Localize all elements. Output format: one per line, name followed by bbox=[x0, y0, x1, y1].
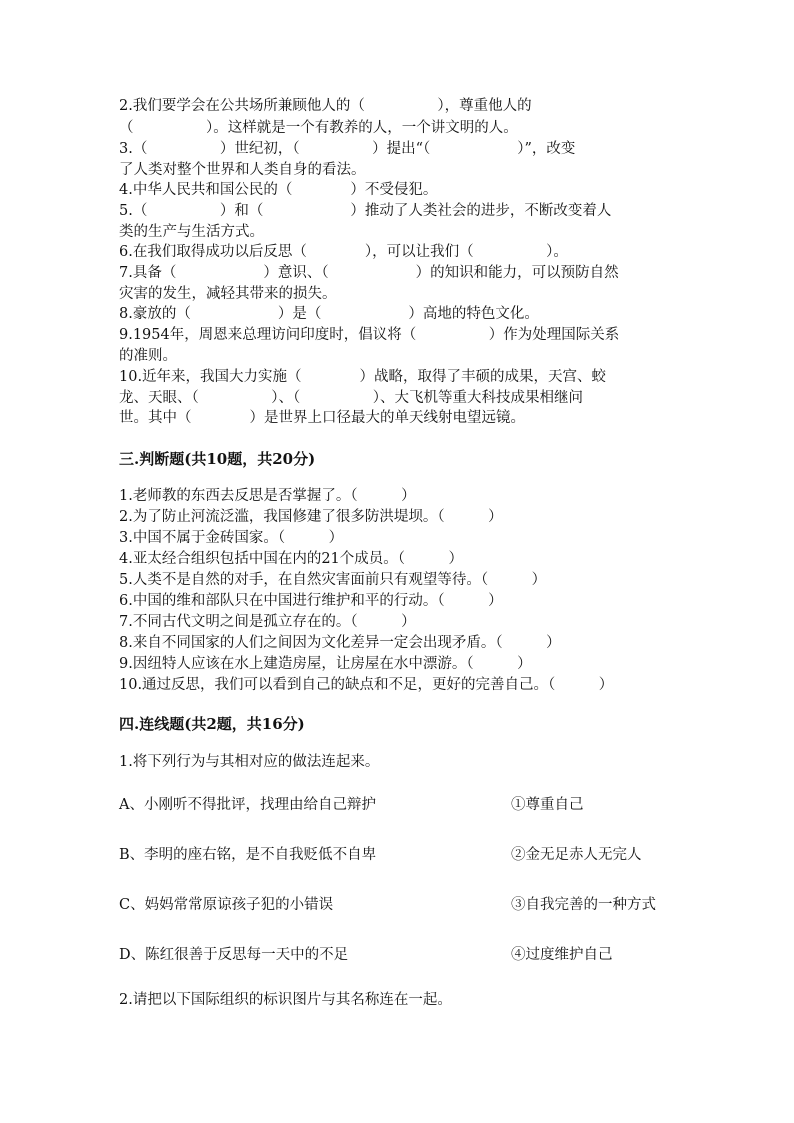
section-heading-judgement: 三.判断题(共10题，共20分) bbox=[119, 450, 316, 468]
match-right-item: ①尊重自己 bbox=[511, 797, 584, 813]
match-right-item: ②金无足赤人无完人 bbox=[511, 847, 642, 863]
judgement-item: 5.人类不是自然的对手，在自然灾害面前只有观望等待。（ ） bbox=[119, 572, 547, 588]
judgement-item: 3.中国不属于金砖国家。（ ） bbox=[119, 530, 344, 546]
fill-line: 4.中华人民共和国公民的（ ）不受侵犯。 bbox=[119, 182, 438, 198]
judgement-item: 2.为了防止河流泛滥，我国修建了很多防洪堤坝。（ ） bbox=[119, 509, 503, 525]
judgement-item: 7.不同古代文明之间是孤立存在的。（ ） bbox=[119, 614, 416, 630]
fill-line: 的准则。 bbox=[119, 348, 177, 364]
matching-question: 2.请把以下国际组织的标识图片与其名称连在一起。 bbox=[119, 992, 452, 1008]
judgement-item: 1.老师教的东西去反思是否掌握了。（ ） bbox=[119, 488, 416, 504]
fill-line: 5.（ ）和（ ）推动了人类社会的进步，不断改变着人 bbox=[119, 203, 612, 219]
match-left-item: B、李明的座右铭，是不自我贬低不自卑 bbox=[119, 847, 377, 863]
match-right-item: ④过度维护自己 bbox=[511, 947, 613, 963]
section-heading-matching: 四.连线题(共2题，共16分) bbox=[119, 715, 305, 733]
fill-line: 6.在我们取得成功以后反思（ ），可以让我们（ ）。 bbox=[119, 244, 568, 260]
fill-line: 3.（ ）世纪初，（ ）提出“（ ）”，改变 bbox=[119, 141, 576, 157]
fill-line: 9.1954年，周恩来总理访问印度时，倡议将（ ）作为处理国际关系 bbox=[119, 327, 620, 343]
match-left-item: C、妈妈常常原谅孩子犯的小错误 bbox=[119, 897, 334, 913]
fill-line: 7.具备（ ）意识、（ ）的知识和能力，可以预防自然 bbox=[119, 265, 619, 281]
judgement-item: 6.中国的维和部队只在中国进行维护和平的行动。（ ） bbox=[119, 593, 503, 609]
fill-line: 龙、天眼、（ ）、（ ）、大飞机等重大科技成果相继问 bbox=[119, 390, 583, 406]
judgement-item: 10.通过反思，我们可以看到自己的缺点和不足，更好的完善自己。（ ） bbox=[119, 677, 614, 693]
fill-line: 8.豪放的（ ）是（ ）高地的特色文化。 bbox=[119, 306, 539, 322]
fill-line: （ ）。这样就是一个有教养的人，一个讲文明的人。 bbox=[119, 120, 518, 136]
judgement-item: 8.来自不同国家的人们之间因为文化差异一定会出现矛盾。（ ） bbox=[119, 635, 561, 651]
match-left-item: D、陈红很善于反思每一天中的不足 bbox=[119, 947, 349, 963]
fill-line: 了人类对整个世界和人类自身的看法。 bbox=[119, 162, 366, 178]
fill-line: 2.我们要学会在公共场所兼顾他人的（ ），尊重他人的 bbox=[119, 98, 532, 114]
fill-line: 类的生产与生活方式。 bbox=[119, 224, 264, 240]
match-right-item: ③自我完善的一种方式 bbox=[511, 897, 656, 913]
fill-line: 灾害的发生，减轻其带来的损失。 bbox=[119, 286, 337, 302]
matching-question: 1.将下列行为与其相对应的做法连起来。 bbox=[119, 754, 380, 770]
match-left-item: A、小刚听不得批评，找理由给自己辩护 bbox=[119, 797, 376, 813]
judgement-item: 9.因纽特人应该在水上建造房屋，让房屋在水中漂游。（ ） bbox=[119, 656, 532, 672]
fill-line: 10.近年来，我国大力实施（ ）战略，取得了丰硕的成果，天宫、蛟 bbox=[119, 369, 607, 385]
judgement-item: 4.亚太经合组织包括中国在内的21个成员。（ ） bbox=[119, 551, 464, 567]
fill-line: 世。其中（ ）是世界上口径最大的单天线射电望远镜。 bbox=[119, 410, 525, 426]
